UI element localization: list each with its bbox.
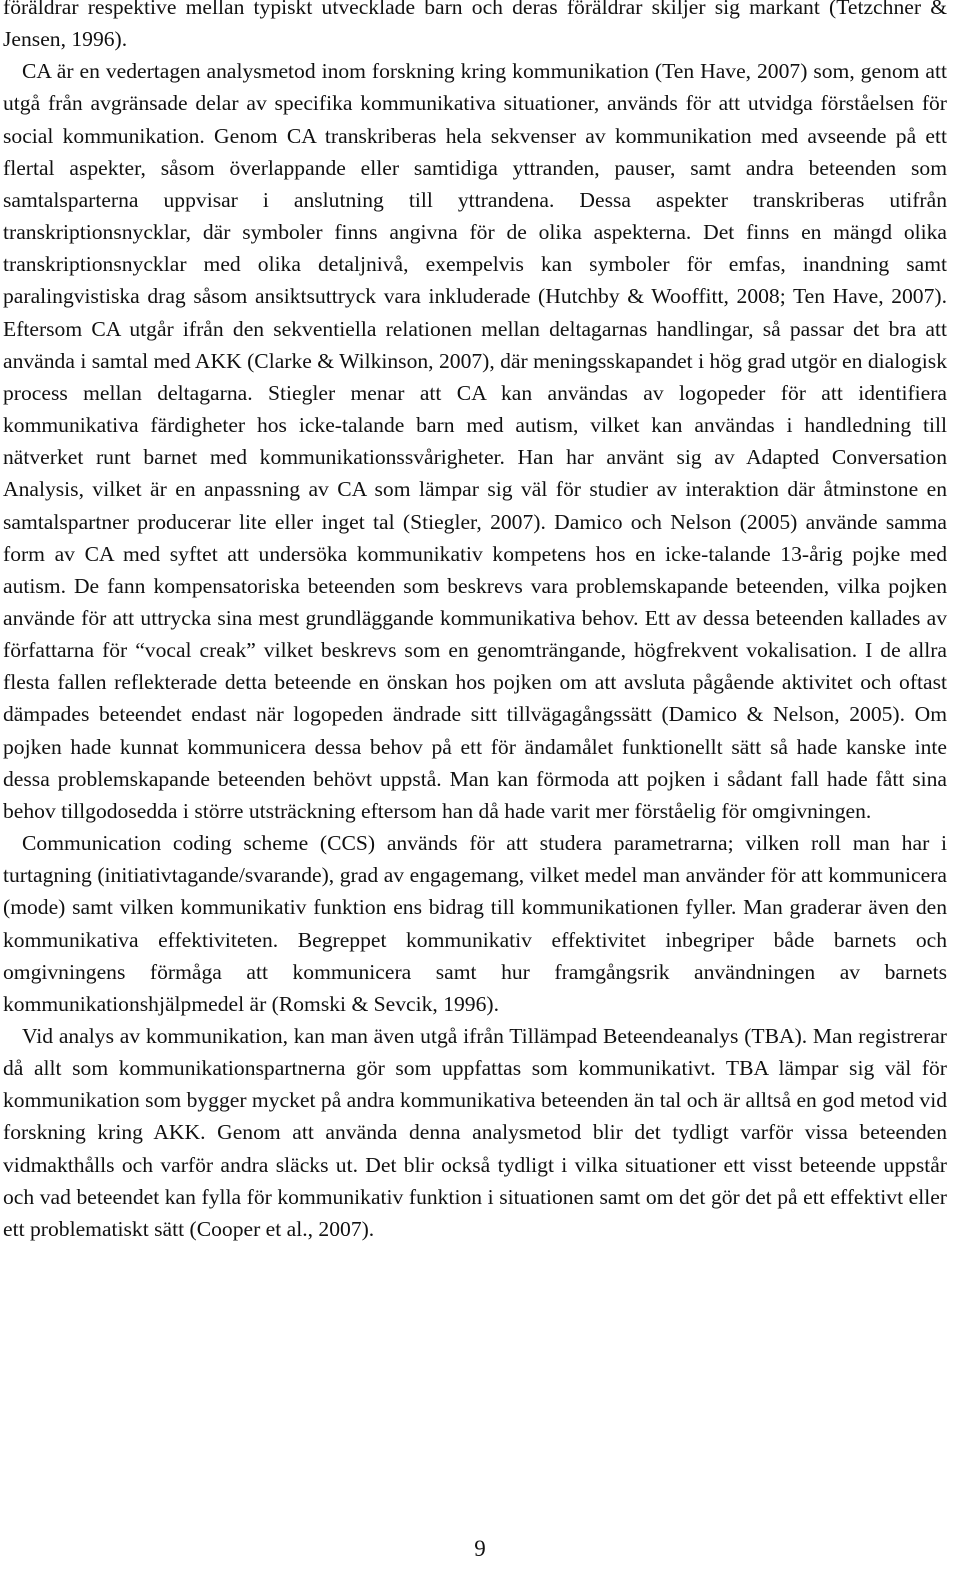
page-number: 9	[474, 1536, 486, 1561]
document-page	[3, 0, 947, 1245]
paragraph-continuation: föräldrar respektive mellan typiskt utvecklade barn och deras föräldrar skiljer sig markant (Tetzchner & Jensen, 1996).	[3, 0, 947, 52]
paragraph-behaviour-analysis: Vid analys av kommunikation, kan man även utgå ifrån Tillämpad Beteendeanalys (TBA). Man registrerar då allt som kommunikationspartnerna gör som uppfattas som kommunikativt. TBA lämpar sig väl för kommunikation som bygger mycket på andra kommunikativa beteenden än tal och är alltså en god metod vid forskning kring AKK. Genom att använda denna analysmetod blir det tydligt varför vissa beteenden vidmakthålls och varför andra släcks ut. Det blir också tydligt i vilka situationer ett visst beteende uppstår och vad beteendet kan fylla för kommunikativ funktion i situationen samt om det gör det på ett effektivt eller ett problematiskt sätt (Cooper et al., 2007).	[3, 1024, 947, 1241]
paragraph-communication-coding-scheme: Communication coding scheme (CCS) används för att studera parametrarna; vilken roll man har i turtagning (initiativtagande/svarande), grad av engagemang, vilket medel man använder för att kommunicera (mode) samt vilken kommunikativ funktion ens bidrag till kommunikationen fyller. Man graderar även den kommunikativa effektiviteten. Begreppet kommunikativ effektivitet inbegriper både barnets och omgivningens förmåga att kommunicera samt hur framgångsrik användningen av barnets kommunikationshjälpmedel är (Romski & Sevcik, 1996).	[3, 831, 947, 1016]
paragraph-conversation-analysis: CA är en vedertagen analysmetod inom forskning kring kommunikation (Ten Have, 2007) som, genom att utgå från avgränsade delar av specifika kommunikativa situationer, används för att utvidga förståelsen för social kommunikation. Genom CA transkriberas hela sekvenser av kommunikation med avseende på ett flertal aspekter, såsom överlappande eller samtidiga yttranden, pauser, samt andra beteenden som samtalsparterna uppvisar i anslutning till yttrandena. Dessa aspekter transkriberas utifrån transkriptionsnycklar, där symboler finns angivna för de olika aspekterna. Det finns en mängd olika transkriptionsnycklar med olika detaljnivå, exempelvis kan symboler för emfas, inandning samt paralingvistiska drag såsom ansiktsuttryck vara inkluderade (Hutchby & Wooffitt, 2008; Ten Have, 2007). Eftersom CA utgår ifrån den sekventiella relationen mellan deltagarnas handlingar, så passar det bra att använda i samtal med AKK (Clarke & Wilkinson, 2007), där meningsskapandet i hög grad utgör en dialogisk process mellan deltagarna. Stiegler menar att CA kan användas av logopeder för att identifiera kommunikativa färdigheter hos icke-talande barn med autism, vilket kan användas i handledning till nätverket runt barnet med kommunikationssvårigheter. Han har använt sig av Adapted Conversation Analysis, vilket är en anpassning av CA som lämpar sig väl för studier av interaktion där åtminstone en samtalspartner producerar lite eller inget tal (Stiegler, 2007). Damico och Nelson (2005) använde samma form av CA med syftet att undersöka kommunikativ kompetens hos en icke-talande 13-årig pojke med autism. De fann kompensatoriska beteenden som beskrevs vara problemskapande beteenden, vilka pojken använde för att uttrycka sina mest grundläggande kommunikativa behov. Ett av dessa beteenden kallades av författarna för “vocal creak” vilket beskrevs som en genomträngande, högfrekvent vokalisation. I de allra flesta fallen reflekterade detta beteende en önskan hos pojken om att avsluta pågående aktivitet och oftast dämpades beteendet endast när logopeden ändrade sitt tillvägagångssätt (Damico & Nelson, 2005). Om pojken hade kunnat kommunicera dessa behov på ett för ändamålet funktionellt sätt så hade kanske inte dessa problemskapande beteenden behövt uppstå. Man kan förmoda att pojken i sådant fall hade fått sina behov tillgodosedda i större utsträckning eftersom han då hade varit mer förståelig för omgivningen.	[3, 59, 947, 823]
